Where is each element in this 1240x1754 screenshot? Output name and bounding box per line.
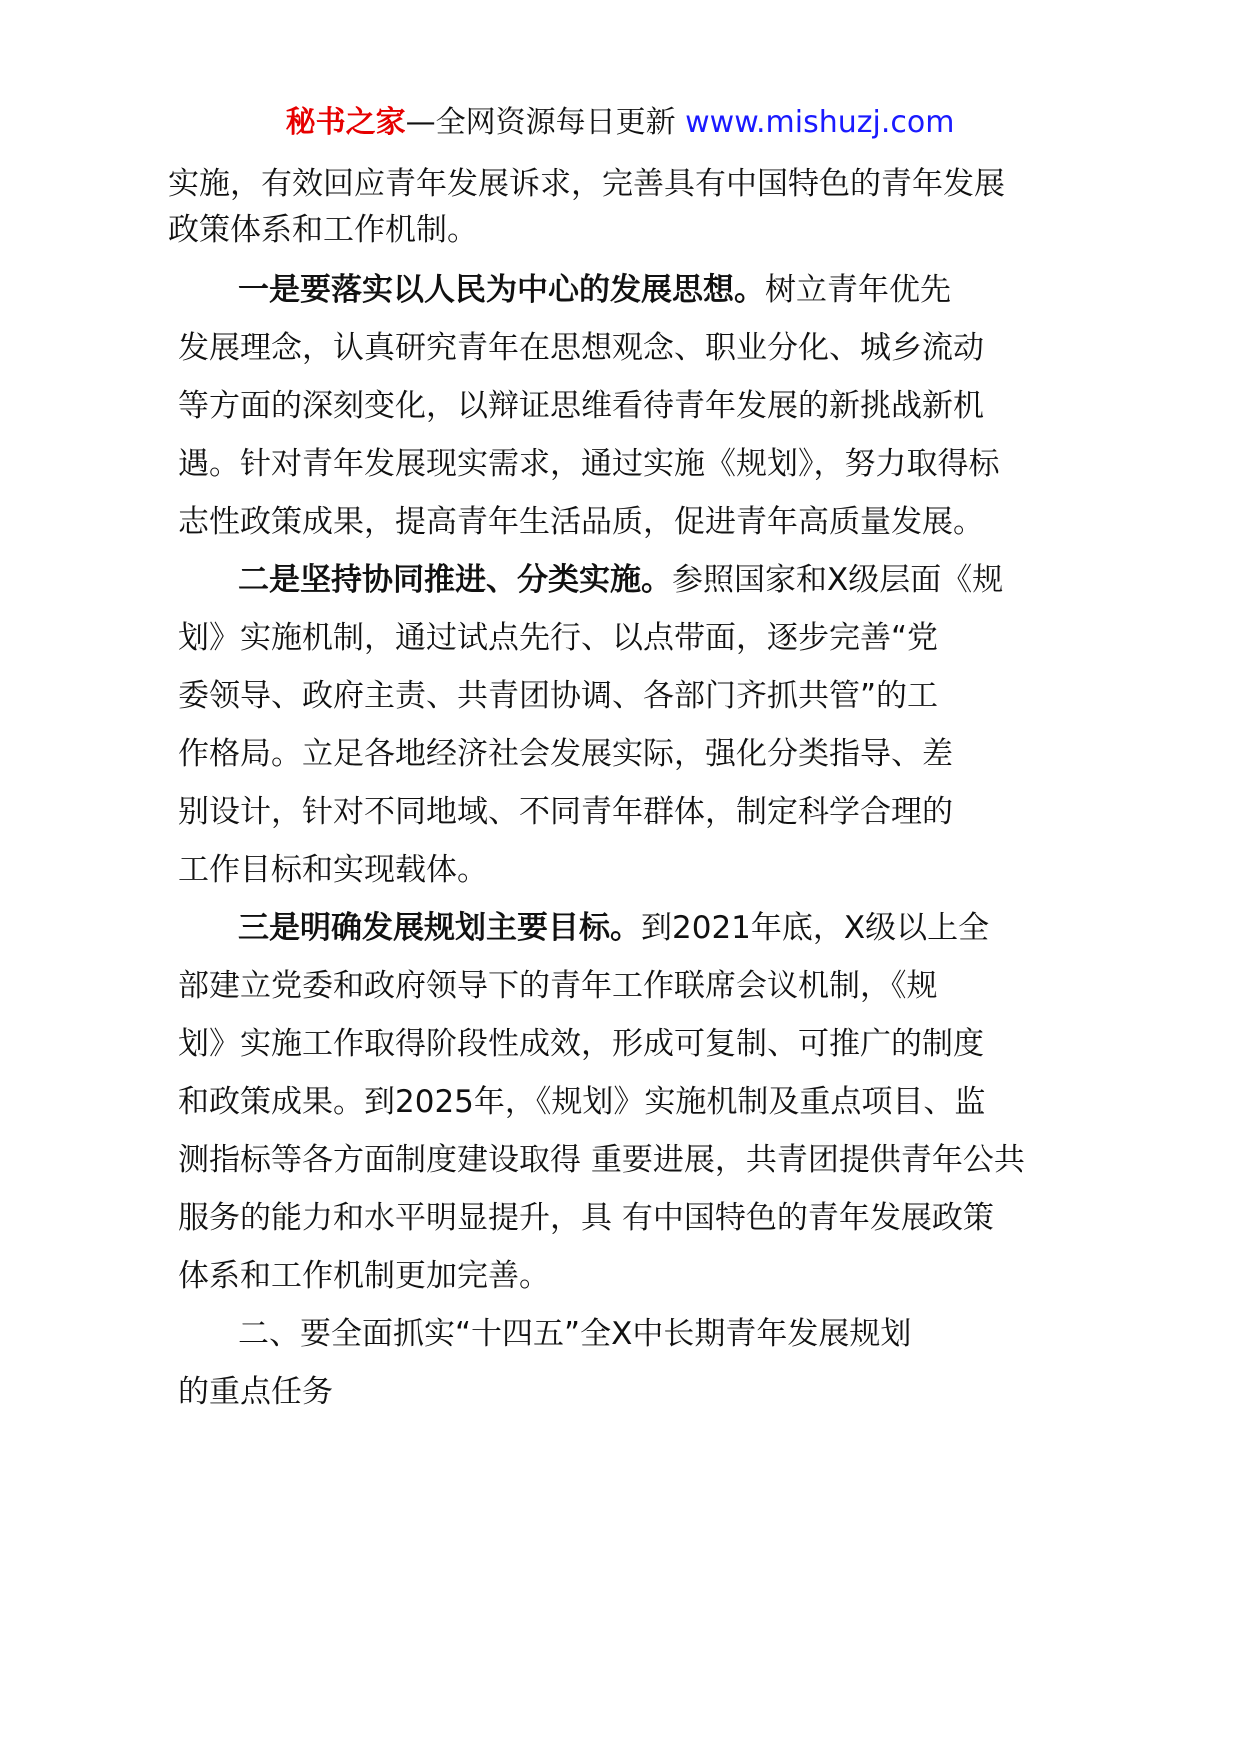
paragraph-0-line-1: 实施，有效回应青年发展诉求，完善具有中国特色的青年发展 <box>168 166 1005 202</box>
header-brand: 秘书之家 <box>285 105 406 140</box>
paragraph-2-first-rest: 参照国家和X级层面《规 <box>672 562 1004 598</box>
paragraph-2-line-4: 作格局。立足各地经济社会发展实际，强化分类指导、差 <box>178 736 953 772</box>
paragraph-3-line-5: 测指标等各方面制度建设取得 重要进展，共青团提供青年公共 <box>178 1142 1025 1178</box>
paragraph-1-line-4: 遇。针对青年发展现实需求，通过实施《规划》，努力取得标 <box>178 446 1000 482</box>
paragraph-3-line-1 <box>238 906 989 950</box>
paragraph-1-first-rest: 树立青年优先 <box>765 272 951 308</box>
paragraph-1-line-1 <box>238 268 951 312</box>
header-dash: — <box>405 105 436 140</box>
paragraph-2-line-6: 工作目标和实现载体。 <box>178 852 488 888</box>
paragraph-1-line-5: 志性政策成果，提高青年生活品质，促进青年高质量发展。 <box>178 504 984 540</box>
paragraph-1-line-2: 发展理念，认真研究青年在思想观念、职业分化、城乡流动 <box>178 330 984 366</box>
paragraph-3-line-2: 部建立党委和政府领导下的青年工作联席会议机制，《规 <box>178 968 938 1004</box>
page-header <box>0 102 1240 144</box>
paragraph-2-line-1 <box>238 558 1003 602</box>
paragraph-3-line-6: 服务的能力和水平明显提升，具 有中国特色的青年发展政策 <box>178 1200 994 1236</box>
paragraph-0-line-2: 政策体系和工作机制。 <box>168 212 478 248</box>
paragraph-3-line-3: 划》实施工作取得阶段性成效，形成可复制、可推广的制度 <box>178 1026 984 1062</box>
paragraph-2-heading: 二是坚持协同推进、分类实施。 <box>238 562 672 598</box>
paragraph-1-heading: 一是要落实以人民为中心的发展思想。 <box>238 272 765 308</box>
section-heading-line-1: 二、要全面抓实“十四五”全X中长期青年发展规划 <box>238 1316 912 1352</box>
paragraph-3-first-rest: 到2021年底，X级以上全 <box>641 910 990 946</box>
paragraph-1-line-3: 等方面的深刻变化，以辩证思维看待青年发展的新挑战新机 <box>178 388 984 424</box>
paragraph-3-line-4: 和政策成果。到2025年，《规划》实施机制及重点项目、监 <box>178 1084 986 1120</box>
section-heading-line-2: 的重点任务 <box>178 1374 333 1410</box>
header-url-link[interactable]: www.mishuzj.com <box>685 105 955 140</box>
paragraph-3-line-7: 体系和工作机制更加完善。 <box>178 1258 550 1294</box>
paragraph-2-line-2: 划》实施机制，通过试点先行、以点带面，逐步完善“党 <box>178 620 939 656</box>
header-slogan: 全网资源每日更新 <box>435 105 676 140</box>
paragraph-2-line-3: 委领导、政府主责、共青团协调、各部门齐抓共管”的工 <box>178 678 939 714</box>
paragraph-3-heading: 三是明确发展规划主要目标。 <box>238 910 641 946</box>
paragraph-2-line-5: 别设计，针对不同地域、不同青年群体，制定科学合理的 <box>178 794 953 830</box>
